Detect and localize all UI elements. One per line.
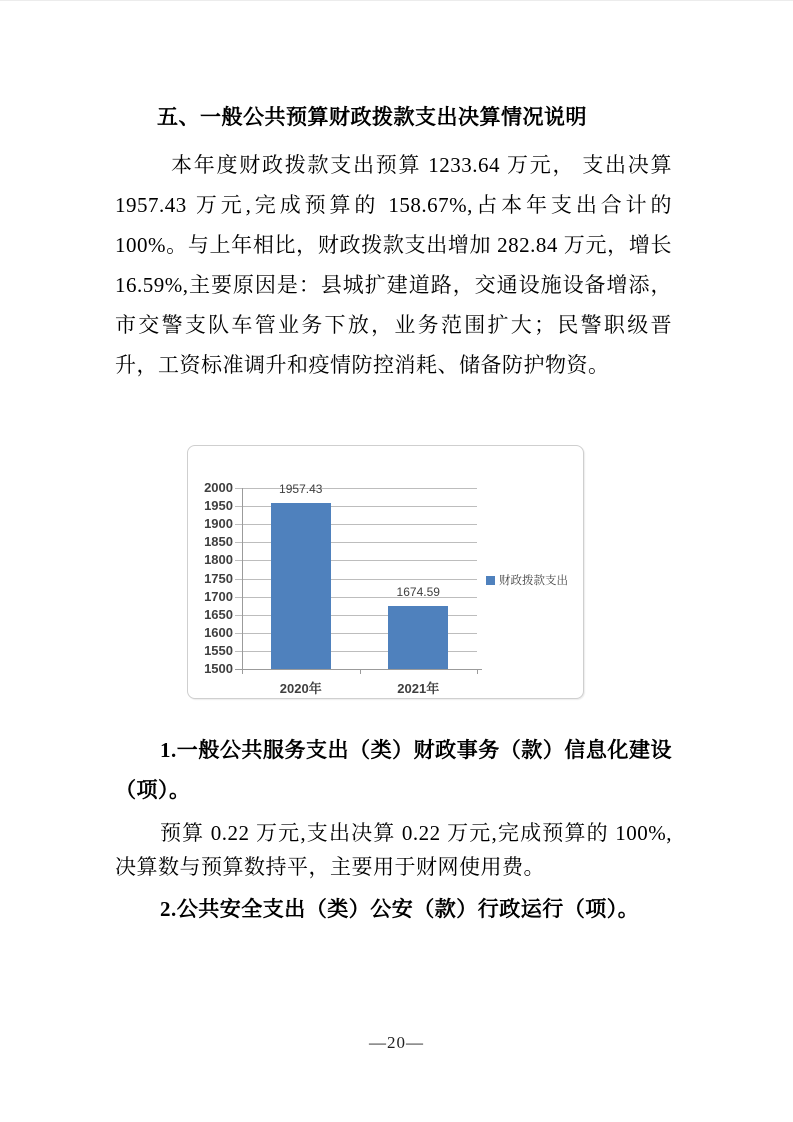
page-number: —20—	[369, 1033, 424, 1052]
y-axis-tick-label: 2000	[204, 480, 233, 495]
y-axis-tick-label: 1900	[204, 516, 233, 532]
legend-series-label: 财政拨款支出	[499, 575, 568, 587]
x-axis-tick	[360, 669, 361, 674]
x-axis-line	[235, 669, 482, 670]
y-axis-tick-label: 1550	[204, 642, 233, 658]
y-axis-line	[242, 488, 243, 669]
bar-value-label: 1674.59	[396, 584, 440, 599]
bar	[388, 606, 448, 669]
chart-legend	[486, 572, 568, 588]
y-axis-tick-label: 1850	[204, 534, 233, 550]
y-axis-tick-label: 1800	[204, 552, 233, 568]
item2-title: 2.公共安全支出（类）公安（款）行政运行（项）。	[160, 897, 640, 921]
summary-paragraph: 本年度财政拨款支出预算 1233.64 万元， 支出决算 1957.43 万元,完成预算的 158.67%,占本年支出合计的 100%。与上年相比，财政拨款支出增加 282.84 万元，增长 16.59%,主要原因是：县城扩建道路，交通设施设备增添，市交警支队车管业务下放，业务范围扩大；民警职级晋升，工资标准调升和疫情防控消耗、储备防护物资。	[115, 153, 672, 377]
x-axis-tick	[477, 669, 478, 674]
item1-title: 1.一般公共服务支出（类）财政事务（款）信息化建设（项）。	[115, 738, 672, 802]
bar	[271, 503, 331, 669]
page-content	[115, 1, 672, 929]
fiscal-expenditure-bar-chart	[187, 445, 584, 699]
x-category-label: 2020年	[279, 681, 322, 696]
y-axis-tick-label: 1650	[204, 606, 233, 622]
y-axis-tick-label: 1750	[204, 570, 233, 586]
x-category-label: 2021年	[397, 681, 440, 696]
legend-color-swatch	[486, 576, 495, 585]
item1-paragraph: 预算 0.22 万元,支出决算 0.22 万元,完成预算的 100%,决算数与预算数持平，主要用于财网使用费。	[115, 821, 672, 879]
y-axis-tick-label: 1500	[204, 661, 233, 676]
y-axis-tick-label: 1600	[204, 624, 233, 640]
bar-value-label: 1957.43	[279, 482, 323, 497]
section-title: 五、一般公共预算财政拨款支出决算情况说明	[157, 106, 587, 129]
y-axis-tick-label: 1700	[204, 588, 233, 604]
y-axis-tick-label: 1950	[204, 498, 233, 514]
x-axis-tick	[242, 669, 243, 674]
